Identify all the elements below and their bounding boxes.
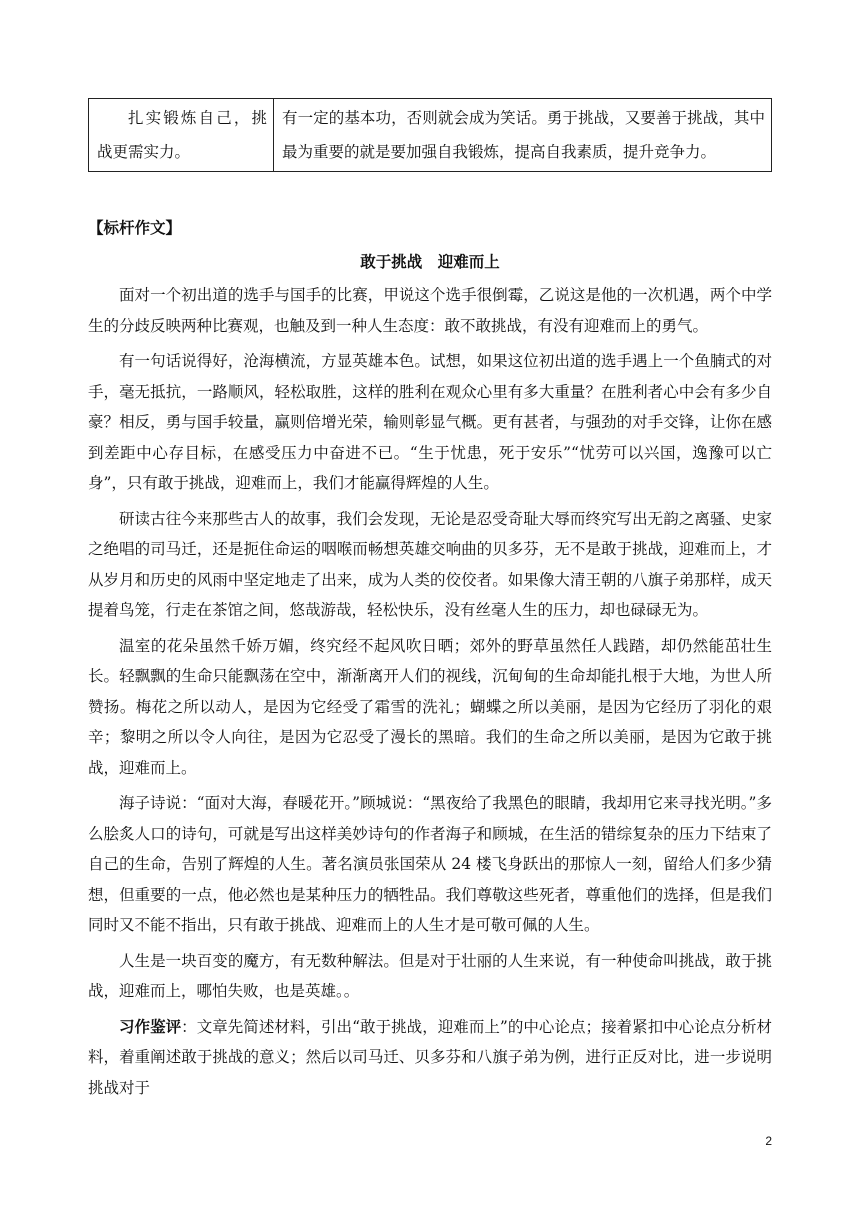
- essay-paragraph: 有一句话说得好，沧海横流，方显英雄本色。试想，如果这位初出道的选手遇上一个鱼腩式的对手，毫无抵抗，一路顺风，轻松取胜，这样的胜利在观众心里有多大重量？在胜利者心中会有多少自豪？相反，勇与国手较量，赢则倍增光荣，输则彰显气概。更有甚者，与强劲的对手交锋，让你在感到差距中心存目标，在感受压力中奋进不已。“生于忧患，死于安乐”“忧劳可以兴国，逸豫可以亡身”，只有敢于挑战，迎难而上，我们才能赢得辉煌的人生。: [88, 352, 772, 492]
- essay-paragraph: 温室的花朵虽然千娇万媚，终究经不起风吹日晒；郊外的野草虽然任人践踏，却仍然能茁壮生长。轻飘飘的生命只能飘荡在空中，渐渐离开人们的视线，沉甸甸的生命却能扎根于大地，为世人所赞扬。梅花之所以动人，是因为它经受了霜雪的洗礼；蝴蝶之所以美丽，是因为它经历了羽化的艰辛；黎明之所以令人向往，是因为它忍受了漫长的黑暗。我们的生命之所以美丽，是因为它敢于挑战，迎难而上。: [88, 636, 772, 777]
- comparison-table: [88, 98, 772, 172]
- essay-title: 敢于挑战 迎难而上: [360, 253, 500, 271]
- review-text: ：文章先简述材料，引出“敢于挑战，迎难而上”的中心论点；接着紧扣中心论点分析材料，着重阐述敢于挑战的意义；然后以司马迁、贝多芬和八旗子弟为例，进行正反对比，进一步说明挑战对于: [88, 1017, 772, 1097]
- table-cell-left: 扎实锻炼自己，挑战更需实力。: [89, 99, 274, 172]
- review-label: 习作鉴评: [119, 1017, 182, 1036]
- table: [88, 98, 772, 172]
- page-number: 2: [765, 1134, 772, 1148]
- section-label: 【标杆作文】: [88, 219, 182, 237]
- table-cell-right: 有一定的基本功，否则就会成为笑话。勇于挑战，又要善于挑战，其中最为重要的就是要加强自我锻炼，提高自我素质，提升竞争力。: [274, 99, 772, 172]
- essay-paragraph: 海子诗说：“面对大海，春暖花开。”顾城说：“黑夜给了我黑色的眼睛，我却用它来寻找光明。”多么脍炙人口的诗句，可就是写出这样美妙诗句的作者海子和顾城，在生活的错综复杂的压力下结束了自己的生命，告别了辉煌的人生。著名演员张国荣从 24 楼飞身跃出的那惊人一刻，留给人们多少猜想，但重要的一点，他必然也是某种压力的牺牲品。我们尊敬这些死者，尊重他们的选择，但是我们同时又不能不指出，只有敢于挑战、迎难而上的人生才是可敬可佩的人生。: [88, 794, 772, 934]
- essay-paragraph: 面对一个初出道的选手与国手的比赛，甲说这个选手很倒霉，乙说这是他的一次机遇，两个中学生的分歧反映两种比赛观，也触及到一种人生态度：敢不敢挑战，有没有迎难而上的勇气。: [88, 286, 772, 335]
- review-paragraph: [88, 1012, 772, 1109]
- essay-paragraph: 人生是一块百变的魔方，有无数种解法。但是对于壮丽的人生来说，有一种使命叫挑战，敢于挑战，迎难而上，哪怕失败，也是英雄。。: [88, 951, 772, 1000]
- essay-paragraph: 研读古往今来那些古人的故事，我们会发现，无论是忍受奇耻大辱而终究写出无韵之离骚、史家之绝唱的司马迁，还是扼住命运的咽喉而畅想英雄交响曲的贝多芬，无不是敢于挑战，迎难而上，才从岁月和历史的风雨中坚定地走了出来，成为人类的佼佼者。如果像大清王朝的八旗子弟那样，成天提着鸟笼，行走在茶馆之间，悠哉游哉，轻松快乐，没有丝毫人生的压力，却也碌碌无为。: [88, 509, 772, 619]
- table-row: [89, 99, 772, 172]
- essay-body: [88, 280, 772, 1108]
